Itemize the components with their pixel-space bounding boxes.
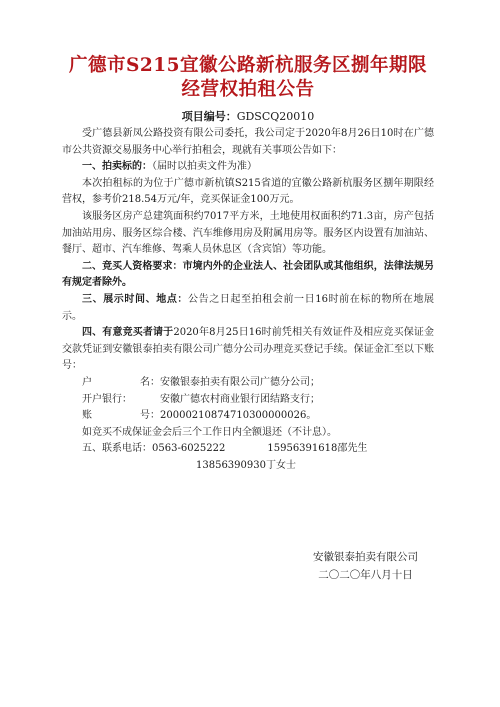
announcement-body <box>62 126 434 474</box>
section-1-heading: 一、拍卖标的： <box>82 161 152 173</box>
account-number-key-2: 号： <box>140 410 160 422</box>
contact-line-1 <box>62 441 434 458</box>
section-3-paragraph <box>62 292 434 325</box>
section-1-paragraph-1: 本次拍租标的为位于广德市新杭镇S215省道的宜徽公路新杭服务区捌年期限经营权，参考价218.54万元/年，竞买保证金100万元。 <box>62 177 434 206</box>
account-number-row <box>62 408 434 425</box>
account-number-key-1: 账 <box>82 410 92 422</box>
signature-block <box>313 548 418 584</box>
section-4-text: 2020年8月25日16时前凭相关有效证件及相应竞买保证金交款凭证到安徽银泰拍卖有限公司广德分公司办理竞买登记手续。保证金汇至以下账号： <box>62 327 435 372</box>
contact-heading: 五、联系电话： <box>82 443 152 455</box>
title-line-1: 广德市S215宜徽公路新杭服务区捌年期限 <box>69 55 427 76</box>
project-number <box>62 110 434 124</box>
section-4-heading: 四、有意竞买者请于 <box>82 327 174 339</box>
account-bank-key: 开户银行： <box>82 393 132 405</box>
account-number-value: 20000210874710300000026。 <box>160 410 317 422</box>
account-name-key-2: 名： <box>140 376 160 388</box>
project-number-code: GDSCQ20010 <box>236 110 315 123</box>
section-1-heading-line <box>62 159 434 176</box>
account-bank-row <box>62 392 434 409</box>
announcement <box>62 54 434 474</box>
account-name-row <box>62 375 434 392</box>
intro-paragraph: 受广德县新凤公路投资有限公司委托，我公司定于2020年8月26日10时在广德市公共资源交易服务中心举行拍租会，现就有关事项公告如下： <box>62 128 434 156</box>
account-name-key-1: 户 <box>82 376 92 388</box>
section-4-paragraph <box>62 325 434 375</box>
refund-paragraph: 如竞买不成保证金会后三个工作日内全额退还（不计息）。 <box>82 426 337 438</box>
section-1-note: （届时以拍卖文件为准） <box>152 161 257 173</box>
section-3-heading: 三、展示时间、地点： <box>82 293 189 305</box>
signature-company: 安徽银泰拍卖有限公司 <box>313 551 418 563</box>
contact-phone-2: 15956391618邵先生 <box>267 443 368 455</box>
account-bank-value: 安徽广德农村商业银行团结路支行； <box>160 393 320 405</box>
contact-phone-1: 0563-6025222 <box>152 443 226 455</box>
account-name-value: 安徽银泰拍卖有限公司广德分公司； <box>160 376 320 388</box>
contact-line-2 <box>62 458 434 475</box>
page-title <box>62 54 434 102</box>
section-3-text: 公告之日起至拍租会前一日16时前在标的物所在地展示。 <box>62 293 435 322</box>
contact-phone-3: 13856390930丁女士 <box>196 459 296 471</box>
section-1-paragraph-2: 该服务区房产总建筑面积约7017平方米，土地使用权面积约71.3亩，房产包括加油站用房、服务区综合楼、汽车维修用房及附属用房等。服务区内设置有加油站、餐厅、超市、汽车维修、驾乘人员休息区（含宾馆）等功能。 <box>62 210 434 256</box>
title-line-2: 经营权拍租公告 <box>181 79 315 100</box>
section-2-paragraph: 二、竞买人资格要求：市境内外的企业法人、社会团队或其他组织，法律法规另有规定者除外。 <box>62 260 434 289</box>
project-number-label: 项目编号： <box>181 110 237 123</box>
signature-date: 二〇二〇年八月十日 <box>318 569 413 581</box>
